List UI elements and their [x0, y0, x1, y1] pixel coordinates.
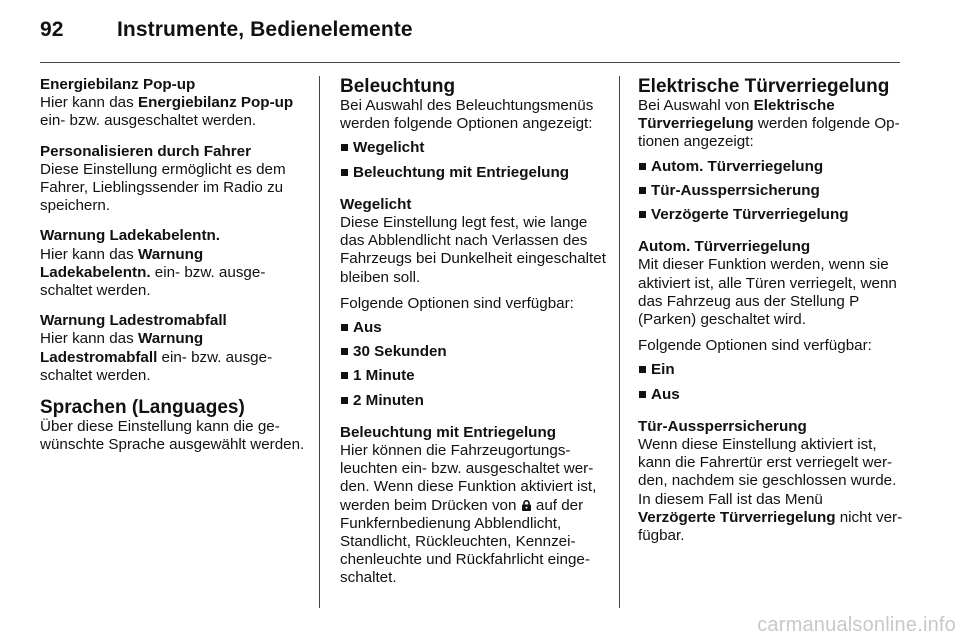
bullet-square-icon [341, 324, 348, 331]
text-autom-options-intro: Folgende Optionen sind verfügbar: [638, 337, 872, 355]
lock-icon [521, 500, 532, 511]
option-item [638, 182, 904, 200]
heading-wegelicht: Wegelicht [340, 195, 412, 213]
menu-term: Warnung Ladestromabfall [40, 330, 204, 366]
column-divider-1 [319, 76, 320, 608]
text-sprachen: Über diese Einstellung kann die gewünschte Sprache ausgewählt werden. [40, 418, 305, 454]
column-2 [340, 76, 608, 588]
text-aussperr [638, 436, 904, 545]
text-entriegelung [340, 442, 608, 588]
text-span: ein- bzw. ausgeschaltet werden. [40, 263, 266, 300]
heading-personalisieren: Personalisieren durch Fahrer [40, 142, 252, 160]
text-span: Hier können die Fahrzeugortungsleuchten ein- bzw. ausgeschaltet werden. Wenn diese Funktion aktiviert ist, werden beim Drücken von [340, 442, 597, 514]
options-beleuchtung [340, 139, 608, 181]
bullet-square-icon [341, 372, 348, 379]
option-item [638, 361, 904, 379]
section-sprachen [40, 397, 306, 454]
option-item [340, 164, 608, 182]
option-item [638, 386, 904, 404]
page-title: Instrumente, Bedienelemente [117, 18, 413, 41]
heading-energiebilanz: Energiebilanz Pop-up [40, 76, 196, 93]
option-item [638, 158, 904, 176]
option-label: 1 Minute [353, 367, 415, 385]
text-span: Hier kann das [40, 94, 138, 112]
page-header [40, 18, 413, 42]
column-divider-2 [619, 76, 620, 608]
page-number: 92 [40, 18, 64, 41]
bullet-square-icon [639, 391, 646, 398]
bullet-square-icon [639, 366, 646, 373]
heading-ladestrom: Warnung Ladestromabfall [40, 312, 227, 330]
menu-term: Energiebilanz Pop-up [137, 94, 294, 112]
text-ladestrom [40, 330, 306, 385]
menu-term: Warnung Ladekabelentn. [40, 245, 204, 281]
text-energiebilanz [40, 94, 306, 130]
menu-term: Verzögerte Türverriegelung [638, 508, 836, 526]
section-entriegelung [340, 424, 608, 588]
option-item [340, 392, 608, 410]
option-item [340, 367, 608, 385]
text-tuerverriegelung-intro [638, 97, 904, 152]
column-1 [40, 76, 306, 454]
text-span: nicht verfügbar. [638, 508, 903, 545]
section-personalisieren [40, 143, 306, 216]
options-tuerverriegelung [638, 158, 904, 225]
text-ladekabel [40, 246, 306, 301]
option-label: Verzögerte Türverriegelung [651, 206, 849, 224]
heading-sprachen: Sprachen (Languages) [40, 397, 245, 419]
text-span: Hier kann das [40, 330, 138, 348]
option-label: Ein [651, 361, 675, 379]
bullet-square-icon [341, 397, 348, 404]
options-wegelicht [340, 319, 608, 410]
heading-entriegelung: Beleuchtung mit Entriegelung [340, 423, 557, 441]
heading-beleuchtung: Beleuchtung [340, 76, 456, 97]
option-label: Beleuchtung mit Entriegelung [353, 163, 570, 181]
bullet-square-icon [639, 187, 646, 194]
heading-aussperr: Tür-Aussperrsicherung [638, 417, 807, 435]
options-autom [638, 361, 904, 403]
column-3 [638, 76, 904, 545]
text-span: ein- bzw. ausgeschaltet werden. [40, 112, 257, 130]
text-autom: Mit dieser Funktion werden, wenn sie aktiviert ist, alle Türen verriegelt, wenn das Fahrzeug aus der Stellung P (Parken) geschaltet wird. [638, 256, 897, 329]
option-label: Wegelicht [353, 139, 425, 157]
text-span: Bei Auswahl von [638, 97, 754, 114]
text-span: Hier kann das [40, 245, 138, 263]
text-personalisieren: Diese Einstellung ermöglicht es dem Fahrer, Lieblingssender im Radio zu speichern. [40, 160, 286, 215]
heading-tuerverriegelung: Elektrische Türverriegelung [638, 76, 890, 97]
text-span: werden folgende Optionen angezeigt: [638, 115, 900, 151]
text-wegelicht: Diese Einstellung legt fest, wie lange das Abblendlicht nach Verlassen des Fahrzeugs bei Dunkelheit eingeschaltet bleiben soll. [340, 214, 606, 286]
option-item [340, 319, 608, 337]
bullet-square-icon [639, 163, 646, 170]
section-ladekabel [40, 227, 306, 300]
section-aussperr [638, 418, 904, 545]
option-item [340, 139, 608, 157]
option-label: 30 Sekunden [353, 343, 447, 361]
option-label: Aus [353, 319, 382, 337]
section-wegelicht [340, 196, 608, 410]
option-label: Autom. Türverriegelung [651, 157, 824, 175]
section-ladestrom [40, 312, 306, 385]
watermark: carmanualsonline.info [757, 614, 956, 636]
option-item [340, 343, 608, 361]
option-label: Tür-Aussperrsicherung [651, 181, 820, 199]
text-wegelicht-options-intro: Folgende Optionen sind verfügbar: [340, 294, 574, 312]
heading-autom: Autom. Türverriegelung [638, 238, 811, 256]
option-label: Aus [651, 385, 680, 403]
menu-term: Elektrische Türverriegelung [638, 97, 835, 133]
text-beleuchtung-intro: Bei Auswahl des Beleuchtungsmenüs werden folgende Optionen angezeigt: [340, 97, 594, 133]
bullet-square-icon [639, 211, 646, 218]
text-span: ein- bzw. ausgeschaltet werden. [40, 348, 273, 384]
bullet-square-icon [341, 169, 348, 176]
text-span: auf der Funkfernbedienung Abblendlicht, Standlicht, Rückleuchten, Kennzeichenleuchte und Rückfahrlicht eingeschaltet. [340, 496, 590, 587]
header-rule [40, 62, 900, 63]
heading-ladekabel: Warnung Ladekabelentn. [40, 227, 221, 245]
bullet-square-icon [341, 144, 348, 151]
option-label: 2 Minuten [353, 391, 424, 409]
text-span: Wenn diese Einstellung aktiviert ist, kann die Fahrertür erst verriegelt werden, nachdem sie geschlossen wurde. In diesem Fall ist das Menü [638, 436, 897, 508]
section-energiebilanz [40, 76, 306, 131]
option-item [638, 206, 904, 224]
section-autom [638, 238, 904, 404]
bullet-square-icon [341, 348, 348, 355]
